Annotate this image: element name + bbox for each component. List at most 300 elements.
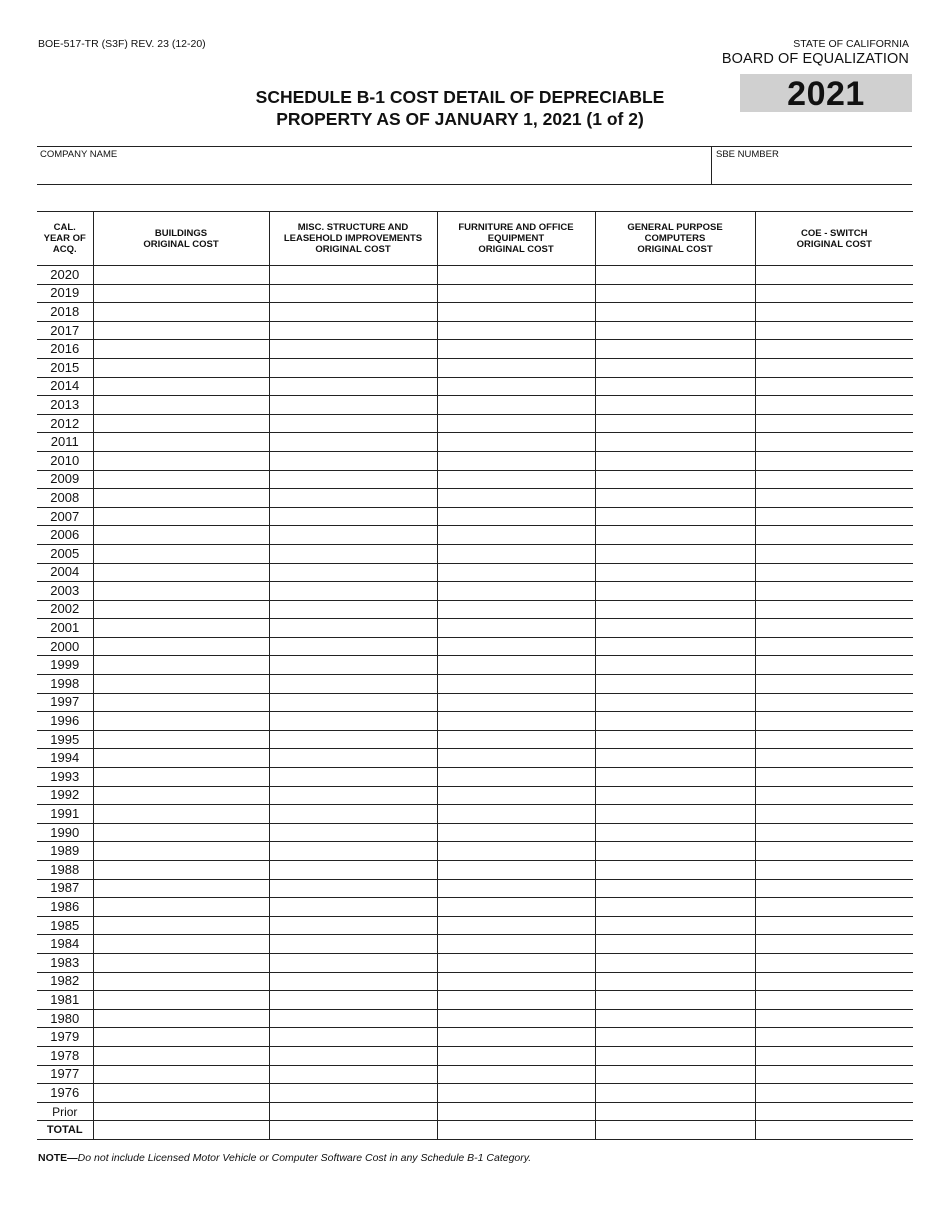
col-coe-switch-cell[interactable]	[755, 489, 913, 508]
table-row	[37, 563, 913, 582]
col-general-computers-cell[interactable]	[595, 991, 755, 1010]
company-info-row	[37, 146, 912, 185]
col-coe-switch-cell[interactable]	[755, 953, 913, 972]
col-general-computers-cell[interactable]	[595, 916, 755, 935]
year-label: 2020	[37, 266, 93, 285]
col-misc-structure-cell[interactable]	[269, 861, 437, 880]
col-coe-switch-cell[interactable]	[755, 563, 913, 582]
col-general-computers-cell[interactable]	[595, 953, 755, 972]
col-furniture-equipment-cell[interactable]	[437, 916, 595, 935]
header-line: GENERAL PURPOSE	[627, 222, 723, 233]
col-misc-structure-cell[interactable]	[269, 730, 437, 749]
col-coe-switch-cell[interactable]	[755, 396, 913, 415]
company-name-input[interactable]	[40, 161, 709, 183]
page-title	[200, 86, 720, 130]
col-furniture-equipment-cell[interactable]	[437, 600, 595, 619]
year-label: 1982	[37, 972, 93, 991]
col-buildings-cell[interactable]	[93, 1046, 269, 1065]
col-misc-structure-cell[interactable]	[269, 358, 437, 377]
col-general-computers-cell[interactable]	[595, 786, 755, 805]
col-general-computers-cell[interactable]	[595, 1121, 755, 1140]
col-coe-switch-cell[interactable]	[755, 991, 913, 1010]
col-misc-structure-cell[interactable]	[269, 284, 437, 303]
col-furniture-equipment-cell[interactable]	[437, 1009, 595, 1028]
col-coe-switch-cell[interactable]	[755, 1028, 913, 1047]
header-line: EQUIPMENT	[487, 233, 545, 244]
col-coe-switch-cell[interactable]	[755, 916, 913, 935]
year-label: 2010	[37, 451, 93, 470]
col-coe-switch-cell[interactable]	[755, 1102, 913, 1121]
col-general-computers-cell[interactable]	[595, 935, 755, 954]
col-misc-structure-cell[interactable]	[269, 823, 437, 842]
col-coe-switch-cell[interactable]	[755, 656, 913, 675]
col-general-computers-cell[interactable]	[595, 433, 755, 452]
col-general-computers-cell[interactable]	[595, 619, 755, 638]
year-label: 1993	[37, 768, 93, 787]
table-row	[37, 749, 913, 768]
table-row	[37, 1009, 913, 1028]
col-general-computers-cell[interactable]	[595, 377, 755, 396]
col-coe-switch-cell[interactable]	[755, 582, 913, 601]
year-label: 1995	[37, 730, 93, 749]
col-misc-structure-cell[interactable]	[269, 451, 437, 470]
col-general-computers-cell[interactable]	[595, 396, 755, 415]
year-label: 2018	[37, 303, 93, 322]
col-furniture-equipment-cell[interactable]	[437, 805, 595, 824]
col-misc-structure-cell[interactable]	[269, 768, 437, 787]
col-buildings-cell[interactable]	[93, 1102, 269, 1121]
col-buildings-cell[interactable]	[93, 396, 269, 415]
col-furniture-equipment-cell[interactable]	[437, 433, 595, 452]
col-misc-structure-cell[interactable]	[269, 1009, 437, 1028]
table-row	[37, 1046, 913, 1065]
col-furniture-equipment-cell[interactable]	[437, 1046, 595, 1065]
col-furniture-equipment-cell[interactable]	[437, 749, 595, 768]
col-buildings-cell[interactable]	[93, 730, 269, 749]
col-buildings-cell[interactable]	[93, 991, 269, 1010]
col-misc-structure-cell[interactable]	[269, 972, 437, 991]
col-buildings-cell[interactable]	[93, 823, 269, 842]
col-general-computers-cell[interactable]	[595, 340, 755, 359]
col-buildings-cell[interactable]	[93, 712, 269, 731]
year-label: TOTAL	[37, 1121, 93, 1140]
col-buildings-cell[interactable]	[93, 879, 269, 898]
col-buildings-cell[interactable]	[93, 1065, 269, 1084]
col-general-computers-cell[interactable]	[595, 1028, 755, 1047]
col-buildings-cell[interactable]	[93, 433, 269, 452]
table-row	[37, 303, 913, 322]
col-general-computers-cell[interactable]	[595, 321, 755, 340]
col-furniture-equipment-cell[interactable]	[437, 1121, 595, 1140]
col-general-computers-cell[interactable]	[595, 861, 755, 880]
col-misc-structure-cell[interactable]	[269, 991, 437, 1010]
col-misc-structure-cell[interactable]	[269, 1121, 437, 1140]
col-coe-switch-cell[interactable]	[755, 935, 913, 954]
col-misc-structure-cell[interactable]	[269, 303, 437, 322]
table-row	[37, 712, 913, 731]
col-coe-switch-cell[interactable]	[755, 266, 913, 285]
col-buildings-cell[interactable]	[93, 637, 269, 656]
col-misc-structure-cell[interactable]	[269, 712, 437, 731]
col-buildings-cell[interactable]	[93, 842, 269, 861]
col-buildings-cell[interactable]	[93, 953, 269, 972]
col-general-computers-cell[interactable]	[595, 898, 755, 917]
col-coe-switch-cell[interactable]	[755, 712, 913, 731]
col-general-computers-cell[interactable]	[595, 358, 755, 377]
col-furniture-equipment-cell[interactable]	[437, 935, 595, 954]
header-line: COE - SWITCH	[801, 227, 868, 239]
table-row	[37, 433, 913, 452]
col-furniture-equipment-cell[interactable]	[437, 470, 595, 489]
agency-block	[722, 38, 909, 67]
col-coe-switch-cell[interactable]	[755, 786, 913, 805]
year-label: 1976	[37, 1084, 93, 1103]
col-misc-structure-cell[interactable]	[269, 1084, 437, 1103]
col-furniture-equipment-cell[interactable]	[437, 489, 595, 508]
col-coe-switch-cell[interactable]	[755, 507, 913, 526]
year-label: 2001	[37, 619, 93, 638]
col-furniture-equipment-cell[interactable]	[437, 972, 595, 991]
col-coe-switch-cell[interactable]	[755, 749, 913, 768]
col-buildings-cell[interactable]	[93, 675, 269, 694]
tax-year-badge: 2021	[740, 74, 912, 112]
sbe-number-label: SBE NUMBER	[716, 149, 779, 160]
col-coe-switch-cell[interactable]	[755, 619, 913, 638]
year-label: 2007	[37, 507, 93, 526]
col-misc-structure-cell[interactable]	[269, 879, 437, 898]
col-furniture-equipment-cell[interactable]	[437, 730, 595, 749]
col-buildings-cell[interactable]	[93, 768, 269, 787]
col-coe-switch-cell[interactable]	[755, 340, 913, 359]
table-row	[37, 414, 913, 433]
col-furniture-equipment-cell[interactable]	[437, 321, 595, 340]
col-furniture-equipment-cell[interactable]	[437, 266, 595, 285]
col-general-computers-cell[interactable]	[595, 414, 755, 433]
header-line: YEAR OF	[43, 233, 86, 244]
col-coe-switch-cell[interactable]	[755, 898, 913, 917]
col-coe-switch-cell[interactable]	[755, 861, 913, 880]
col-misc-structure-cell[interactable]	[269, 414, 437, 433]
col-buildings-cell[interactable]	[93, 321, 269, 340]
col-general-computers-cell[interactable]	[595, 879, 755, 898]
col-general-computers-cell[interactable]	[595, 842, 755, 861]
col-general-computers-cell[interactable]	[595, 972, 755, 991]
col-buildings-cell[interactable]	[93, 1121, 269, 1140]
col-buildings-cell[interactable]	[93, 507, 269, 526]
col-misc-structure-cell[interactable]	[269, 470, 437, 489]
col-furniture-equipment-cell[interactable]	[437, 879, 595, 898]
col-cal-year-header	[37, 212, 93, 266]
col-general-computers-cell[interactable]	[595, 693, 755, 712]
col-buildings-cell[interactable]	[93, 1084, 269, 1103]
col-general-computers-cell[interactable]	[595, 712, 755, 731]
col-furniture-equipment-cell[interactable]	[437, 823, 595, 842]
col-buildings-cell[interactable]	[93, 935, 269, 954]
col-furniture-equipment-cell[interactable]	[437, 358, 595, 377]
col-furniture-equipment-cell[interactable]	[437, 507, 595, 526]
col-furniture-equipment-cell[interactable]	[437, 1102, 595, 1121]
year-label: 1989	[37, 842, 93, 861]
col-coe-switch-cell[interactable]	[755, 693, 913, 712]
col-misc-structure-header	[269, 212, 437, 266]
table-row	[37, 656, 913, 675]
col-buildings-cell[interactable]	[93, 582, 269, 601]
col-buildings-cell[interactable]	[93, 600, 269, 619]
col-general-computers-cell[interactable]	[595, 1084, 755, 1103]
col-furniture-equipment-cell[interactable]	[437, 526, 595, 545]
col-general-computers-cell[interactable]	[595, 656, 755, 675]
col-furniture-equipment-cell[interactable]	[437, 656, 595, 675]
col-general-computers-cell[interactable]	[595, 544, 755, 563]
col-buildings-cell[interactable]	[93, 489, 269, 508]
col-furniture-equipment-cell[interactable]	[437, 582, 595, 601]
col-general-computers-cell[interactable]	[595, 675, 755, 694]
col-coe-switch-cell[interactable]	[755, 823, 913, 842]
col-furniture-equipment-cell[interactable]	[437, 377, 595, 396]
col-coe-switch-cell[interactable]	[755, 1009, 913, 1028]
col-furniture-equipment-cell[interactable]	[437, 619, 595, 638]
table-header-row	[37, 212, 913, 266]
col-general-computers-cell[interactable]	[595, 749, 755, 768]
col-buildings-cell[interactable]	[93, 340, 269, 359]
col-coe-switch-cell[interactable]	[755, 303, 913, 322]
col-buildings-cell[interactable]	[93, 451, 269, 470]
year-label: 2003	[37, 582, 93, 601]
col-coe-switch-cell[interactable]	[755, 1084, 913, 1103]
form-id: BOE-517-TR (S3F) REV. 23 (12-20)	[38, 38, 206, 50]
col-misc-structure-cell[interactable]	[269, 786, 437, 805]
col-misc-structure-cell[interactable]	[269, 693, 437, 712]
col-misc-structure-cell[interactable]	[269, 544, 437, 563]
col-misc-structure-cell[interactable]	[269, 935, 437, 954]
col-misc-structure-cell[interactable]	[269, 433, 437, 452]
year-label: 1999	[37, 656, 93, 675]
col-coe-switch-cell[interactable]	[755, 805, 913, 824]
col-misc-structure-cell[interactable]	[269, 489, 437, 508]
col-misc-structure-cell[interactable]	[269, 953, 437, 972]
col-buildings-cell[interactable]	[93, 526, 269, 545]
col-general-computers-cell[interactable]	[595, 1009, 755, 1028]
col-buildings-cell[interactable]	[93, 619, 269, 638]
col-coe-switch-cell[interactable]	[755, 321, 913, 340]
col-coe-switch-cell[interactable]	[755, 879, 913, 898]
year-label: 1994	[37, 749, 93, 768]
year-label: 2019	[37, 284, 93, 303]
col-furniture-equipment-cell[interactable]	[437, 842, 595, 861]
table-row	[37, 898, 913, 917]
col-general-computers-cell[interactable]	[595, 600, 755, 619]
col-buildings-cell[interactable]	[93, 414, 269, 433]
col-furniture-equipment-cell[interactable]	[437, 637, 595, 656]
table-body	[37, 266, 913, 1140]
col-general-computers-cell[interactable]	[595, 1046, 755, 1065]
col-misc-structure-cell[interactable]	[269, 1046, 437, 1065]
col-misc-structure-cell[interactable]	[269, 600, 437, 619]
col-general-computers-cell[interactable]	[595, 582, 755, 601]
year-label: 1984	[37, 935, 93, 954]
col-misc-structure-cell[interactable]	[269, 340, 437, 359]
table-row	[37, 1028, 913, 1047]
col-coe-switch-cell[interactable]	[755, 377, 913, 396]
year-label: 2006	[37, 526, 93, 545]
header-line: BUILDINGS	[154, 227, 208, 239]
col-general-computers-cell[interactable]	[595, 266, 755, 285]
col-general-computers-cell[interactable]	[595, 489, 755, 508]
col-misc-structure-cell[interactable]	[269, 526, 437, 545]
col-buildings-cell[interactable]	[93, 749, 269, 768]
table-row	[37, 1065, 913, 1084]
col-general-computers-cell[interactable]	[595, 1065, 755, 1084]
col-general-computers-cell[interactable]	[595, 303, 755, 322]
col-general-computers-cell[interactable]	[595, 507, 755, 526]
col-buildings-cell[interactable]	[93, 656, 269, 675]
col-misc-structure-cell[interactable]	[269, 675, 437, 694]
col-buildings-cell[interactable]	[93, 805, 269, 824]
col-misc-structure-cell[interactable]	[269, 898, 437, 917]
col-buildings-cell[interactable]	[93, 470, 269, 489]
header-line: ORIGINAL COST	[315, 244, 391, 255]
col-general-computers-cell[interactable]	[595, 563, 755, 582]
col-buildings-cell[interactable]	[93, 284, 269, 303]
col-coe-switch-cell[interactable]	[755, 358, 913, 377]
col-furniture-equipment-cell[interactable]	[437, 414, 595, 433]
col-furniture-equipment-cell[interactable]	[437, 1084, 595, 1103]
col-misc-structure-cell[interactable]	[269, 749, 437, 768]
col-misc-structure-cell[interactable]	[269, 563, 437, 582]
col-coe-switch-cell[interactable]	[755, 284, 913, 303]
col-furniture-equipment-cell[interactable]	[437, 991, 595, 1010]
col-furniture-equipment-cell[interactable]	[437, 340, 595, 359]
col-furniture-equipment-cell[interactable]	[437, 953, 595, 972]
col-general-computers-cell[interactable]	[595, 730, 755, 749]
col-misc-structure-cell[interactable]	[269, 396, 437, 415]
year-label: 1986	[37, 898, 93, 917]
col-buildings-cell[interactable]	[93, 544, 269, 563]
col-furniture-equipment-cell[interactable]	[437, 303, 595, 322]
col-furniture-equipment-cell[interactable]	[437, 451, 595, 470]
col-furniture-equipment-cell[interactable]	[437, 712, 595, 731]
col-misc-structure-cell[interactable]	[269, 1028, 437, 1047]
col-coe-switch-cell[interactable]	[755, 526, 913, 545]
col-general-computers-cell[interactable]	[595, 1102, 755, 1121]
col-furniture-equipment-cell[interactable]	[437, 768, 595, 787]
col-buildings-cell[interactable]	[93, 358, 269, 377]
col-furniture-equipment-cell[interactable]	[437, 1028, 595, 1047]
col-coe-switch-cell[interactable]	[755, 675, 913, 694]
col-coe-switch-cell[interactable]	[755, 470, 913, 489]
col-misc-structure-cell[interactable]	[269, 637, 437, 656]
field-divider	[711, 147, 712, 184]
col-coe-switch-cell[interactable]	[755, 637, 913, 656]
col-furniture-equipment-cell[interactable]	[437, 396, 595, 415]
sbe-number-input[interactable]	[716, 161, 912, 183]
col-coe-switch-cell[interactable]	[755, 1046, 913, 1065]
table-row	[37, 786, 913, 805]
col-buildings-cell[interactable]	[93, 377, 269, 396]
col-furniture-equipment-cell[interactable]	[437, 675, 595, 694]
col-misc-structure-cell[interactable]	[269, 377, 437, 396]
col-general-computers-cell[interactable]	[595, 823, 755, 842]
table-row	[37, 972, 913, 991]
col-misc-structure-cell[interactable]	[269, 507, 437, 526]
col-buildings-cell[interactable]	[93, 786, 269, 805]
col-furniture-equipment-cell[interactable]	[437, 898, 595, 917]
col-misc-structure-cell[interactable]	[269, 916, 437, 935]
col-coe-switch-cell[interactable]	[755, 544, 913, 563]
col-buildings-cell[interactable]	[93, 898, 269, 917]
col-general-computers-cell[interactable]	[595, 451, 755, 470]
title-line-1: SCHEDULE B-1 COST DETAIL OF DEPRECIABLE	[255, 87, 665, 107]
col-coe-switch-cell[interactable]	[755, 451, 913, 470]
col-general-computers-cell[interactable]	[595, 284, 755, 303]
col-coe-switch-cell[interactable]	[755, 600, 913, 619]
col-furniture-equipment-cell[interactable]	[437, 861, 595, 880]
col-general-computers-cell[interactable]	[595, 470, 755, 489]
col-buildings-cell[interactable]	[93, 1009, 269, 1028]
year-label: 1985	[37, 916, 93, 935]
col-furniture-equipment-cell[interactable]	[437, 1065, 595, 1084]
col-coe-switch-cell[interactable]	[755, 433, 913, 452]
col-buildings-cell[interactable]	[93, 266, 269, 285]
table-row	[37, 526, 913, 545]
col-coe-switch-cell[interactable]	[755, 730, 913, 749]
col-misc-structure-cell[interactable]	[269, 656, 437, 675]
col-misc-structure-cell[interactable]	[269, 842, 437, 861]
col-coe-switch-cell[interactable]	[755, 1065, 913, 1084]
col-buildings-cell[interactable]	[93, 693, 269, 712]
col-misc-structure-cell[interactable]	[269, 321, 437, 340]
col-furniture-equipment-cell[interactable]	[437, 544, 595, 563]
table-row	[37, 619, 913, 638]
col-buildings-cell[interactable]	[93, 972, 269, 991]
col-coe-switch-cell[interactable]	[755, 972, 913, 991]
year-label: 1992	[37, 786, 93, 805]
year-label: 2011	[37, 433, 93, 452]
table-row	[37, 675, 913, 694]
table-row	[37, 768, 913, 787]
year-label: 1983	[37, 953, 93, 972]
col-misc-structure-cell[interactable]	[269, 582, 437, 601]
col-misc-structure-cell[interactable]	[269, 266, 437, 285]
year-label: 2002	[37, 600, 93, 619]
header-line: LEASEHOLD IMPROVEMENTS	[283, 233, 423, 244]
col-furniture-equipment-cell[interactable]	[437, 693, 595, 712]
col-misc-structure-cell[interactable]	[269, 1102, 437, 1121]
col-buildings-cell[interactable]	[93, 303, 269, 322]
col-buildings-cell[interactable]	[93, 563, 269, 582]
col-general-computers-cell[interactable]	[595, 768, 755, 787]
col-furniture-equipment-cell[interactable]	[437, 563, 595, 582]
col-misc-structure-cell[interactable]	[269, 619, 437, 638]
col-coe-switch-cell[interactable]	[755, 768, 913, 787]
col-buildings-cell[interactable]	[93, 861, 269, 880]
col-coe-switch-cell[interactable]	[755, 842, 913, 861]
table-row	[37, 730, 913, 749]
col-furniture-equipment-cell[interactable]	[437, 284, 595, 303]
year-label: 2008	[37, 489, 93, 508]
col-furniture-equipment-cell[interactable]	[437, 786, 595, 805]
col-general-computers-cell[interactable]	[595, 637, 755, 656]
col-coe-switch-cell[interactable]	[755, 1121, 913, 1140]
col-buildings-cell[interactable]	[93, 1028, 269, 1047]
col-misc-structure-cell[interactable]	[269, 1065, 437, 1084]
col-misc-structure-cell[interactable]	[269, 805, 437, 824]
col-general-computers-cell[interactable]	[595, 805, 755, 824]
header-line: CAL.	[53, 222, 76, 233]
col-general-computers-cell[interactable]	[595, 526, 755, 545]
col-coe-switch-cell[interactable]	[755, 414, 913, 433]
col-buildings-cell[interactable]	[93, 916, 269, 935]
